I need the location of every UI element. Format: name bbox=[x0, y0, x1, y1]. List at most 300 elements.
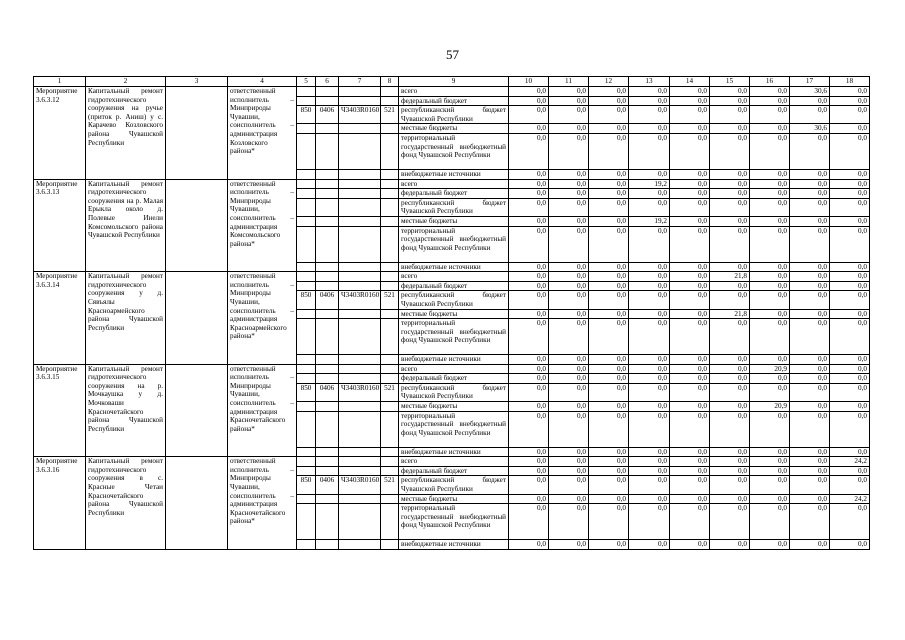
year-value: 0,0 bbox=[750, 355, 790, 365]
year-value: 0,0 bbox=[670, 226, 710, 262]
code-grbs: 850 bbox=[297, 476, 316, 494]
year-value: 0,0 bbox=[629, 106, 670, 124]
year-value: 0,0 bbox=[790, 383, 830, 401]
funding-row bbox=[34, 87, 870, 97]
year-value: 0,0 bbox=[670, 106, 710, 124]
year-value: 0,0 bbox=[629, 504, 670, 540]
year-value: 0,0 bbox=[790, 364, 830, 374]
year-value: 0,0 bbox=[710, 179, 750, 189]
code-empty bbox=[339, 133, 381, 169]
code-empty bbox=[381, 179, 399, 189]
year-value: 0,0 bbox=[549, 198, 589, 216]
year-value: 0,0 bbox=[830, 476, 870, 494]
code-empty bbox=[339, 364, 381, 374]
year-value: 0,0 bbox=[670, 411, 710, 447]
code-empty bbox=[316, 319, 339, 355]
funding-row bbox=[34, 179, 870, 189]
year-value: 0,0 bbox=[589, 198, 629, 216]
code-empty bbox=[339, 179, 381, 189]
year-value: 0,0 bbox=[509, 262, 549, 272]
year-value: 0,0 bbox=[790, 494, 830, 504]
year-value: 0,0 bbox=[549, 383, 589, 401]
year-value: 0,0 bbox=[790, 355, 830, 365]
year-value: 0,0 bbox=[830, 133, 870, 169]
year-value: 0,0 bbox=[589, 87, 629, 97]
year-value: 0,0 bbox=[629, 355, 670, 365]
year-value: 0,0 bbox=[830, 87, 870, 97]
blank-cell bbox=[166, 272, 228, 365]
funding-source: всего bbox=[399, 457, 509, 467]
activity-id: Мероприятие 3.6.3.13 bbox=[34, 179, 86, 272]
code-empty bbox=[381, 226, 399, 262]
code-empty bbox=[381, 124, 399, 134]
year-value: 0,0 bbox=[790, 457, 830, 467]
funding-source: местные бюджеты bbox=[399, 402, 509, 412]
code-csr bbox=[339, 198, 381, 216]
year-value: 0,0 bbox=[790, 189, 830, 199]
year-value: 0,0 bbox=[629, 466, 670, 476]
code-empty bbox=[381, 457, 399, 467]
funding-source: всего bbox=[399, 272, 509, 282]
funding-source: федеральный бюджет bbox=[399, 96, 509, 106]
year-value: 0,0 bbox=[790, 504, 830, 540]
year-value: 0,0 bbox=[710, 124, 750, 134]
year-value: 19,2 bbox=[629, 216, 670, 226]
column-number-12: 12 bbox=[589, 77, 629, 87]
funding-source: всего bbox=[399, 179, 509, 189]
year-value: 0,0 bbox=[830, 319, 870, 355]
year-value: 0,0 bbox=[589, 355, 629, 365]
code-grbs: 850 bbox=[297, 383, 316, 401]
year-value: 0,0 bbox=[589, 383, 629, 401]
year-value: 0,0 bbox=[549, 216, 589, 226]
code-empty bbox=[297, 96, 316, 106]
code-grbs: 850 bbox=[297, 106, 316, 124]
year-value: 0,0 bbox=[750, 169, 790, 179]
year-value: 0,0 bbox=[830, 272, 870, 282]
column-number-5: 5 bbox=[297, 77, 316, 87]
code-empty bbox=[297, 447, 316, 457]
year-value: 0,0 bbox=[509, 291, 549, 309]
year-value: 0,0 bbox=[670, 319, 710, 355]
year-value: 0,0 bbox=[790, 96, 830, 106]
code-empty bbox=[339, 96, 381, 106]
code-empty bbox=[339, 374, 381, 384]
funding-source: всего bbox=[399, 87, 509, 97]
code-empty bbox=[381, 319, 399, 355]
year-value: 0,0 bbox=[670, 124, 710, 134]
year-value: 0,0 bbox=[629, 402, 670, 412]
year-value: 0,0 bbox=[670, 383, 710, 401]
year-value: 0,0 bbox=[549, 402, 589, 412]
code-empty bbox=[316, 96, 339, 106]
code-empty bbox=[381, 374, 399, 384]
year-value: 0,0 bbox=[710, 504, 750, 540]
code-csr: Ч3403R0160 bbox=[339, 106, 381, 124]
year-value: 0,0 bbox=[790, 198, 830, 216]
year-value: 0,0 bbox=[670, 262, 710, 272]
year-value: 0,0 bbox=[830, 291, 870, 309]
year-value: 0,0 bbox=[509, 226, 549, 262]
year-value: 0,0 bbox=[549, 96, 589, 106]
code-empty bbox=[339, 169, 381, 179]
code-empty bbox=[316, 124, 339, 134]
year-value: 0,0 bbox=[750, 87, 790, 97]
funding-source: внебюджетные источники bbox=[399, 447, 509, 457]
year-value: 0,0 bbox=[750, 198, 790, 216]
year-value: 0,0 bbox=[549, 466, 589, 476]
year-value: 0,0 bbox=[670, 457, 710, 467]
year-value: 0,0 bbox=[670, 447, 710, 457]
year-value: 0,0 bbox=[629, 262, 670, 272]
year-value: 0,0 bbox=[549, 319, 589, 355]
column-number-16: 16 bbox=[750, 77, 790, 87]
code-empty bbox=[381, 96, 399, 106]
activity-id: Мероприятие 3.6.3.14 bbox=[34, 272, 86, 365]
year-value: 0,0 bbox=[710, 355, 750, 365]
year-value: 0,0 bbox=[549, 540, 589, 550]
year-value: 0,0 bbox=[750, 106, 790, 124]
year-value: 0,0 bbox=[670, 272, 710, 282]
year-value: 0,0 bbox=[549, 262, 589, 272]
code-empty bbox=[339, 226, 381, 262]
year-value: 30,6 bbox=[790, 87, 830, 97]
year-value: 0,0 bbox=[509, 383, 549, 401]
code-empty bbox=[381, 87, 399, 97]
year-value: 0,0 bbox=[710, 169, 750, 179]
year-value: 0,0 bbox=[710, 383, 750, 401]
year-value: 0,0 bbox=[670, 198, 710, 216]
code-rz: 0406 bbox=[316, 383, 339, 401]
code-empty bbox=[339, 540, 381, 550]
year-value: 0,0 bbox=[790, 216, 830, 226]
year-value: 0,0 bbox=[629, 96, 670, 106]
activity-id: Мероприятие 3.6.3.15 bbox=[34, 364, 86, 457]
column-number-15: 15 bbox=[710, 77, 750, 87]
year-value: 0,0 bbox=[549, 374, 589, 384]
funding-source: местные бюджеты bbox=[399, 494, 509, 504]
funding-source: внебюджетные источники bbox=[399, 262, 509, 272]
column-number-8: 8 bbox=[381, 77, 399, 87]
code-empty bbox=[297, 457, 316, 467]
year-value: 0,0 bbox=[750, 319, 790, 355]
code-empty bbox=[381, 309, 399, 319]
funding-source: внебюджетные источники bbox=[399, 540, 509, 550]
year-value: 0,0 bbox=[509, 124, 549, 134]
year-value: 0,0 bbox=[830, 466, 870, 476]
code-csr: Ч3403R0160 bbox=[339, 383, 381, 401]
code-empty bbox=[339, 466, 381, 476]
year-value: 0,0 bbox=[670, 476, 710, 494]
code-empty bbox=[339, 355, 381, 365]
year-value: 0,0 bbox=[750, 96, 790, 106]
code-empty bbox=[339, 504, 381, 540]
activity-title: Капитальный ремонт гидротехнического сооружения у д. Сявъялы Красноармейского района Чувашской Республики bbox=[86, 272, 166, 365]
year-value: 0,0 bbox=[710, 402, 750, 412]
year-value: 0,0 bbox=[589, 309, 629, 319]
year-value: 0,0 bbox=[509, 466, 549, 476]
year-value: 0,0 bbox=[549, 447, 589, 457]
code-vr: 521 bbox=[381, 291, 399, 309]
year-value: 0,0 bbox=[589, 411, 629, 447]
year-value: 0,0 bbox=[629, 447, 670, 457]
year-value: 0,0 bbox=[790, 319, 830, 355]
code-empty bbox=[381, 504, 399, 540]
year-value: 20,9 bbox=[750, 364, 790, 374]
code-empty bbox=[316, 309, 339, 319]
activity-title: Капитальный ремонт гидротехнического сооружения на ручье (приток р. Аниш) у с. Карачево Козловского района Чувашской Республики bbox=[86, 87, 166, 180]
code-empty bbox=[297, 169, 316, 179]
year-value: 0,0 bbox=[509, 364, 549, 374]
year-value: 0,0 bbox=[549, 106, 589, 124]
year-value: 0,0 bbox=[790, 133, 830, 169]
funding-source: республиканский бюджет Чувашской Республики bbox=[399, 383, 509, 401]
code-empty bbox=[297, 189, 316, 199]
year-value: 0,0 bbox=[750, 272, 790, 282]
year-value: 0,0 bbox=[710, 476, 750, 494]
code-empty bbox=[297, 226, 316, 262]
funding-source: территориальный государственный внебюджетный фонд Чувашской Республики bbox=[399, 411, 509, 447]
year-value: 0,0 bbox=[790, 476, 830, 494]
code-empty bbox=[339, 402, 381, 412]
year-value: 0,0 bbox=[629, 457, 670, 467]
year-value: 0,0 bbox=[509, 189, 549, 199]
year-value: 0,0 bbox=[830, 411, 870, 447]
code-empty bbox=[316, 179, 339, 189]
year-value: 0,0 bbox=[790, 309, 830, 319]
code-empty bbox=[339, 494, 381, 504]
page-number: 57 bbox=[446, 47, 459, 62]
year-value: 0,0 bbox=[509, 169, 549, 179]
activity-executor: ответственный исполнитель – Минприроды Чувашии, соисполнитель – администрация Комсомольского района* bbox=[228, 179, 297, 272]
year-value: 0,0 bbox=[790, 179, 830, 189]
code-empty bbox=[316, 281, 339, 291]
year-value: 0,0 bbox=[509, 96, 549, 106]
year-value: 0,0 bbox=[509, 402, 549, 412]
column-number-17: 17 bbox=[790, 77, 830, 87]
year-value: 0,0 bbox=[670, 309, 710, 319]
year-value: 0,0 bbox=[750, 262, 790, 272]
code-empty bbox=[316, 411, 339, 447]
code-empty bbox=[381, 494, 399, 504]
code-empty bbox=[316, 226, 339, 262]
code-empty bbox=[339, 272, 381, 282]
year-value: 0,0 bbox=[549, 281, 589, 291]
year-value: 0,0 bbox=[670, 355, 710, 365]
year-value: 0,0 bbox=[629, 281, 670, 291]
year-value: 0,0 bbox=[670, 216, 710, 226]
year-value: 0,0 bbox=[629, 309, 670, 319]
code-rz: 0406 bbox=[316, 106, 339, 124]
year-value: 0,0 bbox=[589, 447, 629, 457]
activity-executor: ответственный исполнитель – Минприроды Чувашии, соисполнитель – администрация Красночетайского района* bbox=[228, 364, 297, 457]
code-empty bbox=[297, 466, 316, 476]
year-value: 0,0 bbox=[589, 189, 629, 199]
year-value: 0,0 bbox=[549, 476, 589, 494]
year-value: 0,0 bbox=[589, 457, 629, 467]
code-grbs bbox=[297, 198, 316, 216]
year-value: 0,0 bbox=[710, 364, 750, 374]
year-value: 0,0 bbox=[710, 189, 750, 199]
year-value: 0,0 bbox=[549, 272, 589, 282]
year-value: 0,0 bbox=[750, 457, 790, 467]
year-value: 0,0 bbox=[750, 309, 790, 319]
year-value: 0,0 bbox=[670, 374, 710, 384]
year-value: 0,0 bbox=[790, 447, 830, 457]
year-value: 0,0 bbox=[589, 364, 629, 374]
code-empty bbox=[381, 402, 399, 412]
code-empty bbox=[297, 87, 316, 97]
code-empty bbox=[297, 216, 316, 226]
code-grbs: 850 bbox=[297, 291, 316, 309]
code-empty bbox=[316, 374, 339, 384]
year-value: 0,0 bbox=[830, 216, 870, 226]
code-empty bbox=[381, 262, 399, 272]
year-value: 0,0 bbox=[589, 494, 629, 504]
year-value: 0,0 bbox=[790, 291, 830, 309]
code-empty bbox=[297, 355, 316, 365]
year-value: 0,0 bbox=[670, 189, 710, 199]
year-value: 0,0 bbox=[589, 179, 629, 189]
column-number-9: 9 bbox=[399, 77, 509, 87]
code-empty bbox=[381, 540, 399, 550]
year-value: 0,0 bbox=[710, 411, 750, 447]
activity-title: Капитальный ремонт гидротехнического сооружения на р. Мочкаушка у д. Мочковаши Красночетайского района Чувашской Республики bbox=[86, 364, 166, 457]
code-empty bbox=[381, 466, 399, 476]
year-value: 0,0 bbox=[549, 169, 589, 179]
code-empty bbox=[339, 411, 381, 447]
year-value: 0,0 bbox=[790, 106, 830, 124]
year-value: 0,0 bbox=[589, 272, 629, 282]
funding-source: республиканский бюджет Чувашской Республики bbox=[399, 476, 509, 494]
year-value: 0,0 bbox=[589, 262, 629, 272]
code-empty bbox=[316, 272, 339, 282]
year-value: 0,0 bbox=[509, 457, 549, 467]
code-empty bbox=[381, 216, 399, 226]
year-value: 0,0 bbox=[750, 504, 790, 540]
code-csr: Ч3403R0160 bbox=[339, 476, 381, 494]
funding-source: всего bbox=[399, 364, 509, 374]
code-empty bbox=[339, 309, 381, 319]
year-value: 0,0 bbox=[549, 355, 589, 365]
year-value: 0,0 bbox=[710, 106, 750, 124]
year-value: 0,0 bbox=[509, 272, 549, 282]
year-value: 0,0 bbox=[509, 106, 549, 124]
year-value: 0,0 bbox=[589, 216, 629, 226]
year-value: 0,0 bbox=[549, 309, 589, 319]
year-value: 0,0 bbox=[629, 364, 670, 374]
year-value: 0,0 bbox=[790, 281, 830, 291]
year-value: 0,0 bbox=[750, 476, 790, 494]
year-value: 0,0 bbox=[629, 383, 670, 401]
funding-row bbox=[34, 364, 870, 374]
year-value: 0,0 bbox=[629, 319, 670, 355]
year-value: 0,0 bbox=[589, 504, 629, 540]
year-value: 0,0 bbox=[710, 291, 750, 309]
blank-cell bbox=[166, 364, 228, 457]
year-value: 0,0 bbox=[629, 374, 670, 384]
activity-id: Мероприятие 3.6.3.12 bbox=[34, 87, 86, 180]
year-value: 0,0 bbox=[549, 494, 589, 504]
year-value: 0,0 bbox=[509, 198, 549, 216]
code-empty bbox=[297, 272, 316, 282]
year-value: 0,0 bbox=[750, 281, 790, 291]
year-value: 0,0 bbox=[629, 169, 670, 179]
year-value: 0,0 bbox=[629, 189, 670, 199]
year-value: 0,0 bbox=[710, 216, 750, 226]
year-value: 0,0 bbox=[790, 262, 830, 272]
code-empty bbox=[316, 189, 339, 199]
year-value: 0,0 bbox=[629, 291, 670, 309]
column-number-7: 7 bbox=[339, 77, 381, 87]
year-value: 0,0 bbox=[509, 179, 549, 189]
year-value: 0,0 bbox=[509, 281, 549, 291]
year-value: 0,0 bbox=[830, 281, 870, 291]
code-empty bbox=[297, 309, 316, 319]
year-value: 24,2 bbox=[830, 457, 870, 467]
code-empty bbox=[316, 540, 339, 550]
activity-title: Капитальный ремонт гидротехнического сооружения в с. Красные Четаи Красночетайского района Чувашской Республики bbox=[86, 457, 166, 550]
year-value: 0,0 bbox=[710, 319, 750, 355]
year-value: 0,0 bbox=[670, 133, 710, 169]
table-body bbox=[34, 77, 870, 550]
funding-source: республиканский бюджет Чувашской Республики bbox=[399, 291, 509, 309]
funding-source: федеральный бюджет bbox=[399, 281, 509, 291]
year-value: 0,0 bbox=[710, 457, 750, 467]
year-value: 0,0 bbox=[830, 124, 870, 134]
year-value: 0,0 bbox=[670, 291, 710, 309]
year-value: 0,0 bbox=[629, 476, 670, 494]
funding-source: территориальный государственный внебюджетный фонд Чувашской Республики bbox=[399, 319, 509, 355]
year-value: 0,0 bbox=[549, 189, 589, 199]
year-value: 0,0 bbox=[509, 355, 549, 365]
activity-executor: ответственный исполнитель – Минприроды Чувашии, соисполнитель – администрация Козловского района* bbox=[228, 87, 297, 180]
year-value: 0,0 bbox=[790, 226, 830, 262]
year-value: 0,0 bbox=[830, 169, 870, 179]
year-value: 0,0 bbox=[509, 504, 549, 540]
year-value: 0,0 bbox=[670, 494, 710, 504]
column-number-4: 4 bbox=[228, 77, 297, 87]
code-empty bbox=[316, 466, 339, 476]
code-empty bbox=[339, 319, 381, 355]
year-value: 0,0 bbox=[830, 262, 870, 272]
funding-row bbox=[34, 457, 870, 467]
year-value: 0,0 bbox=[790, 374, 830, 384]
year-value: 0,0 bbox=[589, 476, 629, 494]
column-number-18: 18 bbox=[830, 77, 870, 87]
code-empty bbox=[316, 457, 339, 467]
code-empty bbox=[297, 540, 316, 550]
year-value: 0,0 bbox=[790, 169, 830, 179]
code-empty bbox=[316, 216, 339, 226]
year-value: 0,0 bbox=[750, 133, 790, 169]
funding-source: республиканский бюджет Чувашской Республики bbox=[399, 198, 509, 216]
code-empty bbox=[339, 447, 381, 457]
year-value: 19,2 bbox=[629, 179, 670, 189]
funding-source: внебюджетные источники bbox=[399, 169, 509, 179]
code-empty bbox=[297, 411, 316, 447]
year-value: 0,0 bbox=[710, 281, 750, 291]
year-value: 0,0 bbox=[589, 96, 629, 106]
year-value: 0,0 bbox=[629, 226, 670, 262]
year-value: 0,0 bbox=[830, 402, 870, 412]
year-value: 20,9 bbox=[750, 402, 790, 412]
year-value: 0,0 bbox=[509, 411, 549, 447]
code-empty bbox=[316, 133, 339, 169]
code-empty bbox=[381, 447, 399, 457]
blank-cell bbox=[166, 179, 228, 272]
year-value: 0,0 bbox=[670, 281, 710, 291]
